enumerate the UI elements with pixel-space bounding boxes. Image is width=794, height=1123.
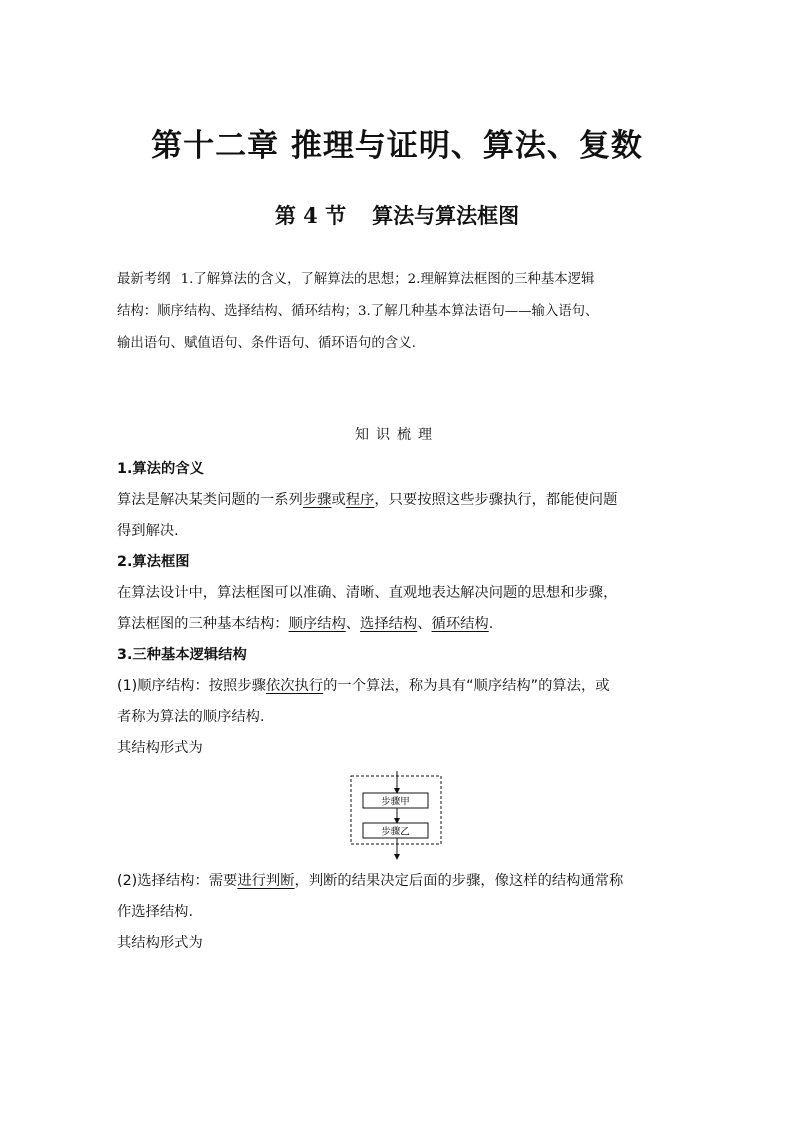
chapter-title: 第十二章 推理与证明、算法、复数 [151,128,643,164]
exam-outline-line-1: 1.了解算法的含义，了解算法的思想；2.理解算法框图的三种基本逻辑 [180,272,595,287]
section-1-line-1: 算法是解决某类问题的一系列步骤或程序，只要按照这些步骤执行，都能使问题 [117,492,618,508]
selection-paragraph-line-1: (2)选择结构：需要进行判断，判断的结果决定后面的步骤，像这样的结构通常称 [117,873,624,889]
section-2-line-2: 算法框图的三种基本结构：顺序结构、选择结构、循环结构. [117,616,494,632]
step-b-label: 步骤乙 [381,826,410,838]
section-2-line-1: 在算法设计中，算法框图可以准确、清晰、直观地表达解决问题的思想和步骤， [117,585,618,601]
term-program: 程序 [345,492,375,508]
selection-paragraph [117,866,687,959]
exam-outline-label: 最新考纲 [117,272,171,287]
term-make-judgment: 进行判断 [237,873,295,889]
section-1-title: 1.算法的含义 [117,461,204,477]
sequential-paragraph-line-2: 者称为算法的顺序结构. [117,709,265,725]
exam-outline-line-3: 输出语句、赋值语句、条件语句、循环语句的含义. [117,336,416,351]
section-2-title: 2.算法框图 [117,554,190,570]
sequential-structure-diagram [349,773,444,843]
section-name: 算法与算法框图 [372,203,520,228]
selection-form-label: 其结构形式为 [117,935,203,951]
term-steps: 步骤 [302,492,332,508]
term-execute-in-order: 依次执行 [265,678,324,694]
sequential-form-label: 其结构形式为 [117,740,203,756]
section-3-title: 3.三种基本逻辑结构 [117,647,247,663]
selection-paragraph-line-2: 作选择结构. [117,904,194,920]
exam-outline-line-2: 结构：顺序结构、选择结构、循环结构；3.了解几种基本算法语句——输入语句、 [117,304,599,319]
term-loop-structure: 循环结构 [431,616,489,632]
section-1 [117,454,687,547]
term-selection-structure: 选择结构 [360,616,418,632]
exam-outline [117,264,683,360]
section-2 [117,547,687,640]
step-a-label: 步骤甲 [381,796,410,808]
section-3 [117,640,687,764]
section-title [0,199,794,233]
term-sequential-structure: 顺序结构 [288,616,346,632]
section-number: 第 4 节 [274,203,347,228]
sequential-paragraph-line-1: (1)顺序结构：按照步骤依次执行的一个算法，称为具有“顺序结构”的算法，或 [117,678,610,694]
flow-diagram-svg [349,773,444,857]
knowledge-heading: 知识梳理 [355,427,439,443]
section-1-line-2: 得到解决. [117,523,179,539]
